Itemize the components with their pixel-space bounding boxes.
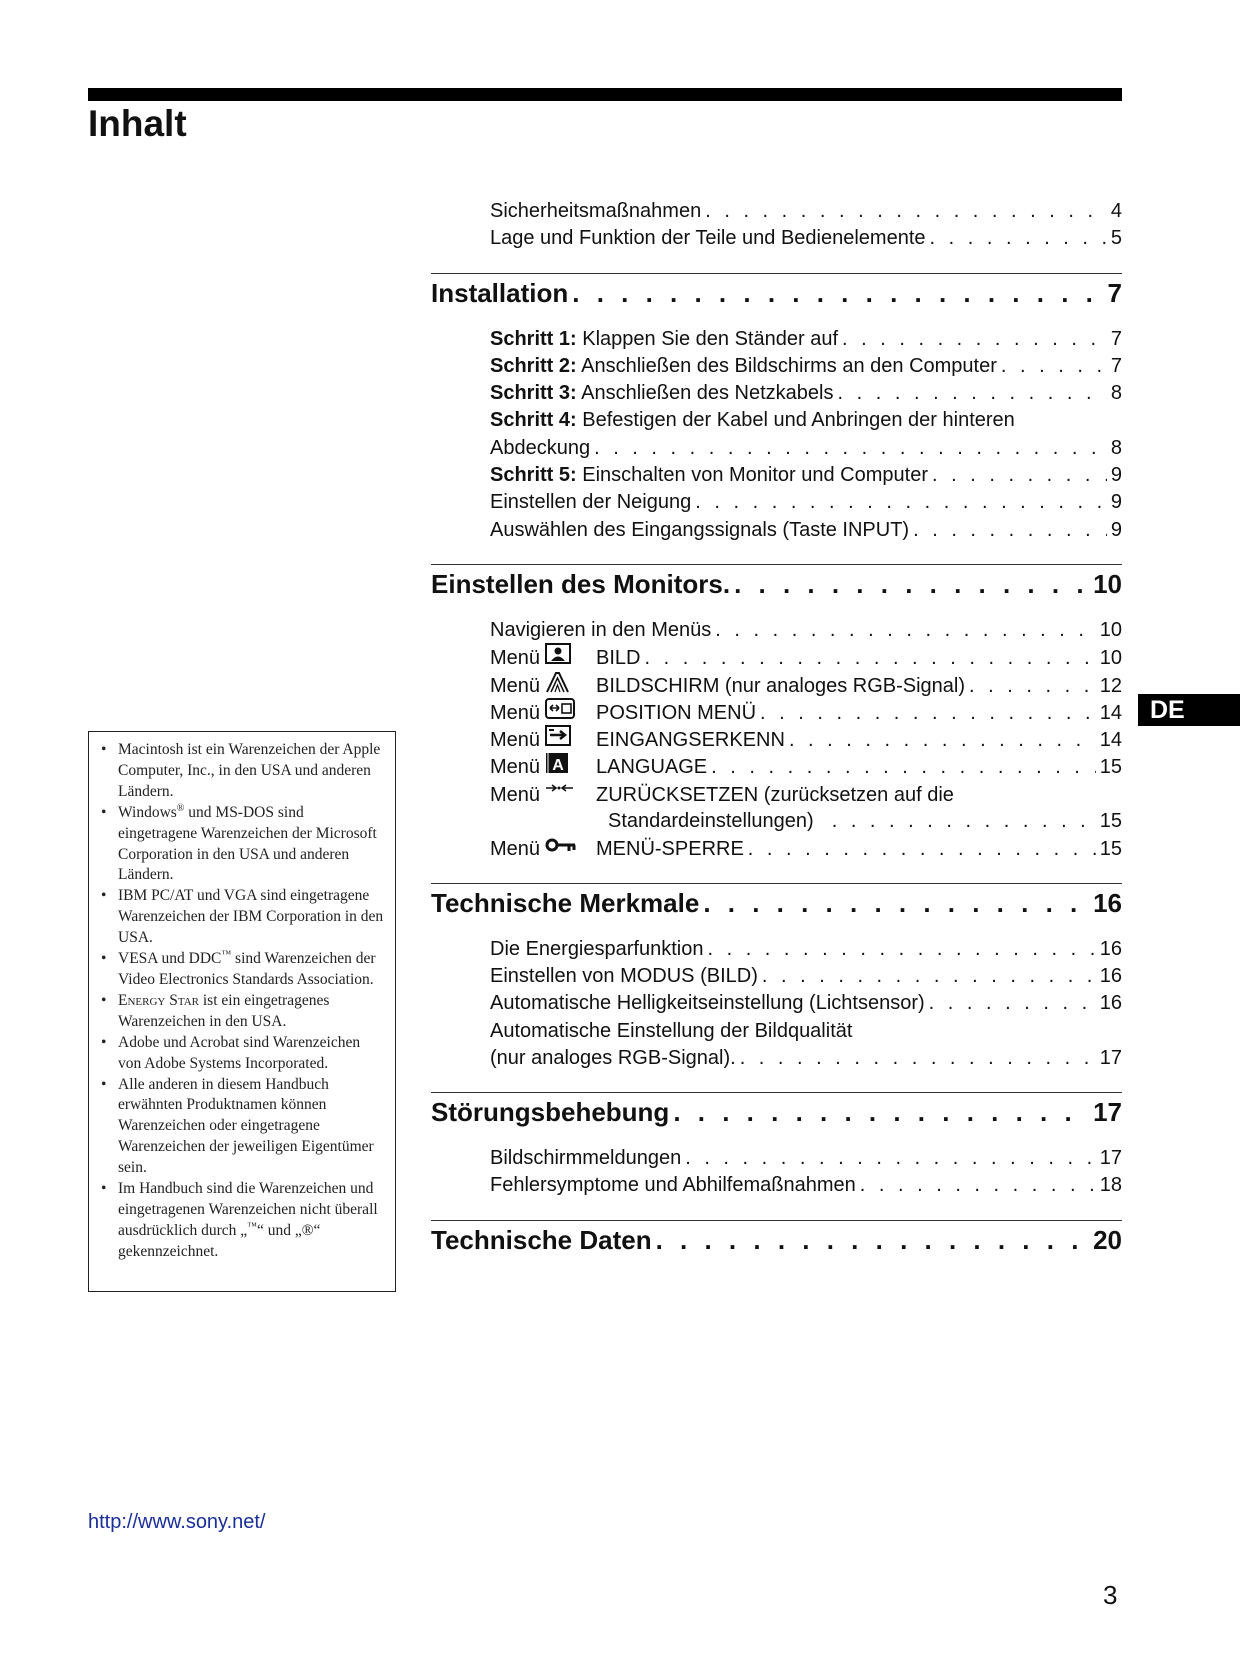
section-heading[interactable]: Technische Merkmale . . . 16 (431, 886, 1122, 922)
menu-entry-bildschirm[interactable]: Menü BILDSCHIRM (nur analoges RGB-Signal) . . . 12 (431, 672, 1122, 699)
toc-entry[interactable]: Fehlersymptome und Abhilfemaßnahmen . . . 18 (431, 1172, 1122, 1199)
menu-entry-menue-sperre[interactable]: Menü MENÜ-SPERRE . . . 15 (431, 835, 1122, 862)
section-features (431, 883, 1122, 1072)
trademark-notice (88, 731, 396, 1292)
toc-entry[interactable]: Bildschirmmeldungen . . . 17 (431, 1145, 1122, 1172)
position-icon (542, 699, 596, 719)
title-rule (88, 88, 1122, 101)
language-tab: DE (1138, 694, 1240, 726)
list-item: • Windows® und MS-DOS sind eingetragene Warenzeichen der Microsoft Corporation in den USA und anderen Ländern. (99, 803, 385, 887)
menu-entry-eingangserkenn[interactable]: Menü EINGANGSERKENN . . . 14 (431, 726, 1122, 753)
svg-text:A: A (552, 757, 564, 775)
language-icon (542, 753, 596, 773)
toc-entry[interactable]: Lage und Funktion der Teile und Bedienelemente . . . 5 (431, 225, 1122, 252)
table-of-contents (431, 198, 1122, 1273)
input-icon (542, 726, 596, 746)
toc-entry[interactable]: Abdeckung . . . 8 (431, 435, 1122, 462)
menu-entry-zuruecksetzen[interactable]: Menü ZURÜCKSETZEN (zurücksetzen auf die (431, 781, 1122, 808)
menu-entry-bild[interactable]: Menü BILD . . . 10 (431, 644, 1122, 671)
menu-entry-continuation[interactable]: Standardeinstellungen) . . . 15 (431, 808, 1122, 835)
toc-entry[interactable]: Schritt 5: Einschalten von Monitor und Computer . . . 9 (431, 462, 1122, 489)
toc-entry[interactable]: Navigieren in den Menüs . . . 10 (431, 617, 1122, 644)
toc-entry[interactable]: Automatische Helligkeitseinstellung (Lichtsensor) . . . 16 (431, 990, 1122, 1017)
toc-entry[interactable]: Einstellen der Neigung . . . 9 (431, 489, 1122, 516)
lock-icon (542, 835, 596, 855)
page-number: 3 (1103, 1580, 1118, 1610)
section-heading[interactable]: Einstellen des Monitors. . . . 10 (431, 567, 1122, 603)
toc-entry[interactable]: Schritt 1: Klappen Sie den Ständer auf . . . 7 (431, 326, 1122, 353)
toc-entry[interactable]: Schritt 2: Anschließen des Bildschirms an den Computer . . . 7 (431, 353, 1122, 380)
list-item: • Energy Star ist ein eingetragenes Warenzeichen in den USA. (99, 991, 385, 1033)
sony-website-link[interactable]: http://www.sony.net/ (88, 1511, 266, 1533)
screen-icon (542, 672, 596, 692)
toc-entry[interactable]: Auswählen des Eingangssignals (Taste INPUT) . . . 9 (431, 517, 1122, 544)
toc-entry-first-line[interactable]: Automatische Einstellung der Bildqualität (490, 1019, 853, 1042)
toc-entry[interactable]: Schritt 3: Anschließen des Netzkabels . . . 8 (431, 380, 1122, 407)
list-item: • Alle anderen in diesem Handbuch erwähnten Produktnamen können Warenzeichen oder eingetragene Warenzeichen der jeweiligen Eigentümer sein. (99, 1075, 385, 1180)
list-item: • Macintosh ist ein Warenzeichen der Apple Computer, Inc., in den USA und anderen Ländern. (99, 740, 385, 803)
section-monitor (431, 564, 1122, 863)
list-item: • IBM PC/AT und VGA sind eingetragene Warenzeichen der IBM Corporation in den USA. (99, 886, 385, 949)
toc-entry[interactable]: Einstellen von MODUS (BILD) . . . 16 (431, 963, 1122, 990)
page-title: Inhalt (88, 103, 187, 144)
section-troubleshooting (431, 1092, 1122, 1200)
menu-entry-language[interactable]: Menü A LANGUAGE . . . 15 (431, 753, 1122, 780)
toc-entry[interactable]: (nur analoges RGB-Signal). . . . 17 (431, 1045, 1122, 1072)
list-item: • VESA und DDC™ sind Warenzeichen der Video Electronics Standards Association. (99, 949, 385, 991)
section-heading[interactable]: Installation . . . 7 (431, 276, 1122, 312)
toc-entry[interactable]: Die Energiesparfunktion . . . 16 (431, 936, 1122, 963)
section-installation (431, 273, 1122, 544)
picture-icon (542, 644, 596, 664)
menu-entry-position[interactable]: Menü POSITION MENÜ . . . 14 (431, 699, 1122, 726)
list-item: • Adobe und Acrobat sind Warenzeichen von Adobe Systems Incorporated. (99, 1033, 385, 1075)
list-item: • Im Handbuch sind die Warenzeichen und eingetragenen Warenzeichen nicht überall ausdrücklich durch „™“ und „®“ gekennzeichnet. (99, 1179, 385, 1263)
section-specs (431, 1220, 1122, 1259)
toc-entry-first-line[interactable]: Schritt 4: Befestigen der Kabel und Anbringen der hinteren (490, 409, 1015, 432)
section-heading[interactable]: Störungsbehebung . . . 17 (431, 1095, 1122, 1131)
reset-icon (542, 781, 596, 801)
toc-entry[interactable]: Sicherheitsmaßnahmen . . . 4 (431, 198, 1122, 225)
section-heading[interactable]: Technische Daten . . . 20 (431, 1223, 1122, 1259)
